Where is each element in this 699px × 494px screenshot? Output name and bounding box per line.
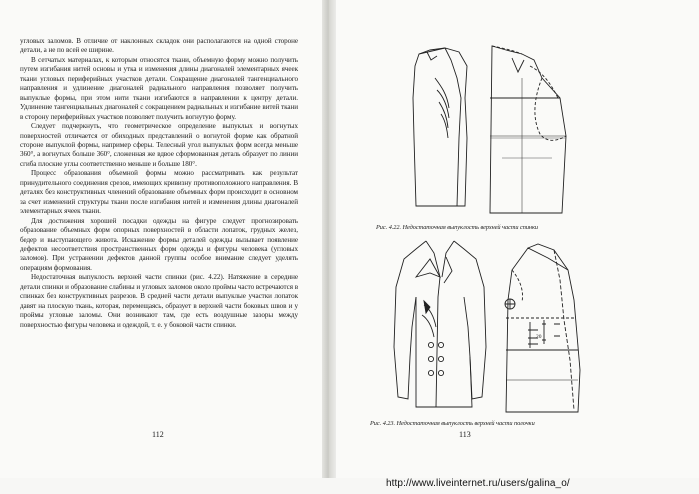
- footer-url[interactable]: http://www.liveinternet.ru/users/galina_o/: [386, 478, 570, 489]
- figure-4-23-front-view: [386, 237, 496, 412]
- page-number-right: 113: [459, 430, 471, 439]
- paragraph: В сетчатых материалах, к которым относятся ткани, объемную форму можно получить путем изгибания нитей основы и утка и изменения длины диагоналей элементарных ячеек ткани угловых периферийных участков детали. Сокращение диагоналей тангенциального направления и удлинение диагоналей радиального направления позволяет получить выпуклые формы, при этом нити ткани изгибаются в направлении к центру детали. Удлинение тангенциальных диагоналей с сокращением радиальных и изгибание витей ткани в сторону периферийных участков позволяет получить вогнутую форму.: [20, 55, 298, 121]
- paragraph: угловых заломов. В отличие от наклонных складок они располагаются на одной стороне детали, а не по всей ее ширине.: [20, 37, 298, 55]
- figure-caption-4-22: Рис. 4.22. Недостаточная выпуклость верхней части спинки: [376, 224, 538, 231]
- figure-caption-4-23: Рис. 4.23. Недостаточная выпуклость верхней части полочки: [370, 420, 535, 427]
- paragraph: Для достижения хорошей посадки одежды на фигуре следует прогнозировать образование объемных форм опорных поверхностей в области лопаток, грудных желез, бедер и выступающего живота. Искажение формы деталей одежды вызывает появление дефектов несоответствия пространственных форм одежды и фигуры человека (угловых заломов). При устранении дефектов данной группы особое внимание следует уделять операциям формования.: [20, 216, 298, 272]
- figure-4-22-pattern: [482, 38, 577, 218]
- figure-4-23-pattern: [498, 240, 588, 415]
- left-page-text: [20, 37, 298, 330]
- figure-arrow-label: 20: [536, 334, 542, 340]
- left-page: [0, 0, 322, 478]
- paragraph: Процесс образования объемной формы можно рассматривать как результат принудительного соединения срезов, имеющих кривизну противоположного направления. В деталях без конструктивных членений образование объемных форм происходит в основном за счет изменений структуры ткани после изгибания нитей и изменения длины диагоналей элементарных ячеек ткани.: [20, 169, 298, 216]
- page-number-left: 112: [152, 430, 164, 439]
- paragraph: Недостаточная выпуклость верхней части спинки (рис. 4.22). Натяжение в середине детали спинки и образование слабины и угловых заломов около проймы часто встречаются в спинках без конструктивных разрезов. В средней части детали выпуклые участки лопаток давят на плоскую ткань, которая, перемещаясь, образует в верхней части боковых швов и у проймы угловые заломы. Они возникают там, где есть воздушные зазоры между поверхностью фигуры человека и одеждой, т. е. у боковой части спинки.: [20, 273, 298, 329]
- book-gutter: [322, 0, 336, 478]
- figure-4-22-back-view: [405, 38, 475, 213]
- paragraph: Следует подчеркнуть, что геометрическое определение выпуклых и вогнутых поверхностей отличается от обиходных представлений о вогнутой форме как обратной стороне выпуклой формы, например сферы. Телесный угол выпуклых форм всегда меньше 360°, а вогнутых больше 360°, сложенная же вдвое сформованная деталь образует по линии сгиба плоские углы соответственно меньше и больше 180°.: [20, 122, 298, 168]
